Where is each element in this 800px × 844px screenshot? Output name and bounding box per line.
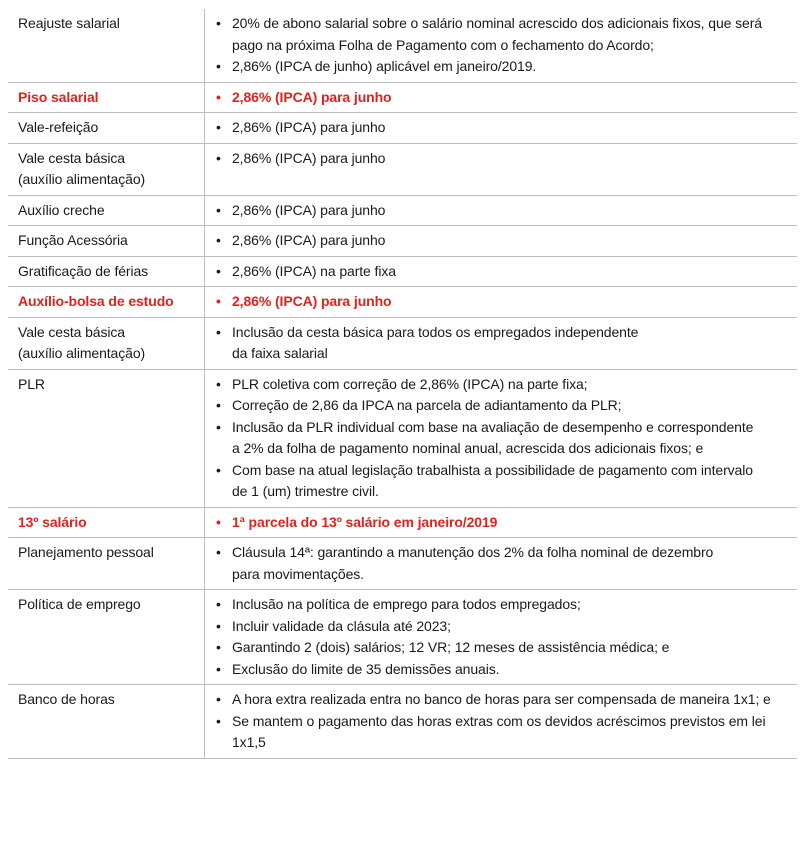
detail-item: • 2,86% (IPCA) para junho — [215, 230, 793, 252]
detail-list — [215, 322, 793, 365]
row-topic: Função Acessória — [8, 226, 205, 257]
row-details — [205, 9, 798, 82]
row-details — [205, 538, 798, 590]
detail-list — [215, 13, 793, 78]
row-details — [205, 113, 798, 144]
detail-item: • Inclusão na política de emprego para todos empregados; — [215, 594, 793, 616]
detail-list — [215, 261, 793, 283]
agreement-table — [8, 9, 797, 759]
row-topic: Política de emprego — [8, 590, 205, 685]
detail-list — [215, 87, 793, 109]
table-row — [8, 9, 797, 82]
row-details — [205, 82, 798, 113]
detail-list — [215, 200, 793, 222]
row-topic: Auxílio creche — [8, 195, 205, 226]
row-details — [205, 369, 798, 507]
table-row — [8, 590, 797, 685]
detail-item: • 2,86% (IPCA) para junho — [215, 148, 793, 170]
row-topic: Banco de horas — [8, 685, 205, 759]
table-row — [8, 507, 797, 538]
row-details — [205, 317, 798, 369]
detail-item: • 2,86% (IPCA) para junho — [215, 291, 793, 313]
row-details — [205, 226, 798, 257]
row-topic: Planejamento pessoal — [8, 538, 205, 590]
detail-item: • 1ª parcela do 13º salário em janeiro/2019 — [215, 512, 793, 534]
row-topic: Vale cesta básica (auxílio alimentação) — [8, 317, 205, 369]
detail-item: • A hora extra realizada entra no banco de horas para ser compensada de maneira 1x1; e — [215, 689, 793, 711]
detail-list — [215, 512, 793, 534]
detail-item: • Com base na atual legislação trabalhista a possibilidade de pagamento com intervalo de 1 (um) trimestre civil. — [215, 460, 793, 503]
detail-item: • Incluir validade da clásula até 2023; — [215, 616, 793, 638]
row-details — [205, 143, 798, 195]
row-details — [205, 256, 798, 287]
detail-list — [215, 689, 793, 754]
detail-item: • Garantindo 2 (dois) salários; 12 VR; 12 meses de assistência médica; e — [215, 637, 793, 659]
row-topic: Reajuste salarial — [8, 9, 205, 82]
detail-item: • Exclusão do limite de 35 demissões anuais. — [215, 659, 793, 681]
row-details — [205, 507, 798, 538]
table-row — [8, 113, 797, 144]
table-row — [8, 685, 797, 759]
table-row — [8, 226, 797, 257]
detail-list — [215, 374, 793, 503]
table-row — [8, 317, 797, 369]
table-row — [8, 256, 797, 287]
detail-list — [215, 148, 793, 170]
row-details — [205, 590, 798, 685]
detail-item: • Se mantem o pagamento das horas extras com os devidos acréscimos previstos em lei 1x1,5 — [215, 711, 793, 754]
row-topic: Vale cesta básica (auxílio alimentação) — [8, 143, 205, 195]
table-row — [8, 82, 797, 113]
table-row — [8, 287, 797, 318]
table-row — [8, 143, 797, 195]
detail-item: • Inclusão da PLR individual com base na avaliação de desempenho e correspondente a 2% da folha de pagamento nominal anual, acrescida dos adicionais fixos; e — [215, 417, 793, 460]
detail-item: • 2,86% (IPCA) na parte fixa — [215, 261, 793, 283]
detail-item: • Correção de 2,86 da IPCA na parcela de adiantamento da PLR; — [215, 395, 793, 417]
row-topic: PLR — [8, 369, 205, 507]
detail-item: • Inclusão da cesta básica para todos os empregados independente da faixa salarial — [215, 322, 793, 365]
detail-list — [215, 117, 793, 139]
row-topic: Vale-refeição — [8, 113, 205, 144]
table-row — [8, 195, 797, 226]
row-details — [205, 195, 798, 226]
detail-item: • 2,86% (IPCA) para junho — [215, 117, 793, 139]
detail-item: • 2,86% (IPCA de junho) aplicável em janeiro/2019. — [215, 56, 793, 78]
detail-list — [215, 291, 793, 313]
detail-item: • 2,86% (IPCA) para junho — [215, 87, 793, 109]
detail-list — [215, 542, 793, 585]
row-topic: Gratificação de férias — [8, 256, 205, 287]
detail-item: • PLR coletiva com correção de 2,86% (IPCA) na parte fixa; — [215, 374, 793, 396]
row-details — [205, 685, 798, 759]
row-topic: 13º salário — [8, 507, 205, 538]
table-row — [8, 538, 797, 590]
row-topic: Piso salarial — [8, 82, 205, 113]
detail-item: • 2,86% (IPCA) para junho — [215, 200, 793, 222]
row-topic: Auxílio-bolsa de estudo — [8, 287, 205, 318]
table-row — [8, 369, 797, 507]
detail-list — [215, 594, 793, 680]
detail-item: • 20% de abono salarial sobre o salário nominal acrescido dos adicionais fixos, que será pago na próxima Folha de Pagamento com o fechamento do Acordo; — [215, 13, 793, 56]
agreement-table-body — [8, 9, 797, 758]
detail-item: • Cláusula 14ª: garantindo a manutenção dos 2% da folha nominal de dezembro para movimentações. — [215, 542, 793, 585]
detail-list — [215, 230, 793, 252]
row-details — [205, 287, 798, 318]
